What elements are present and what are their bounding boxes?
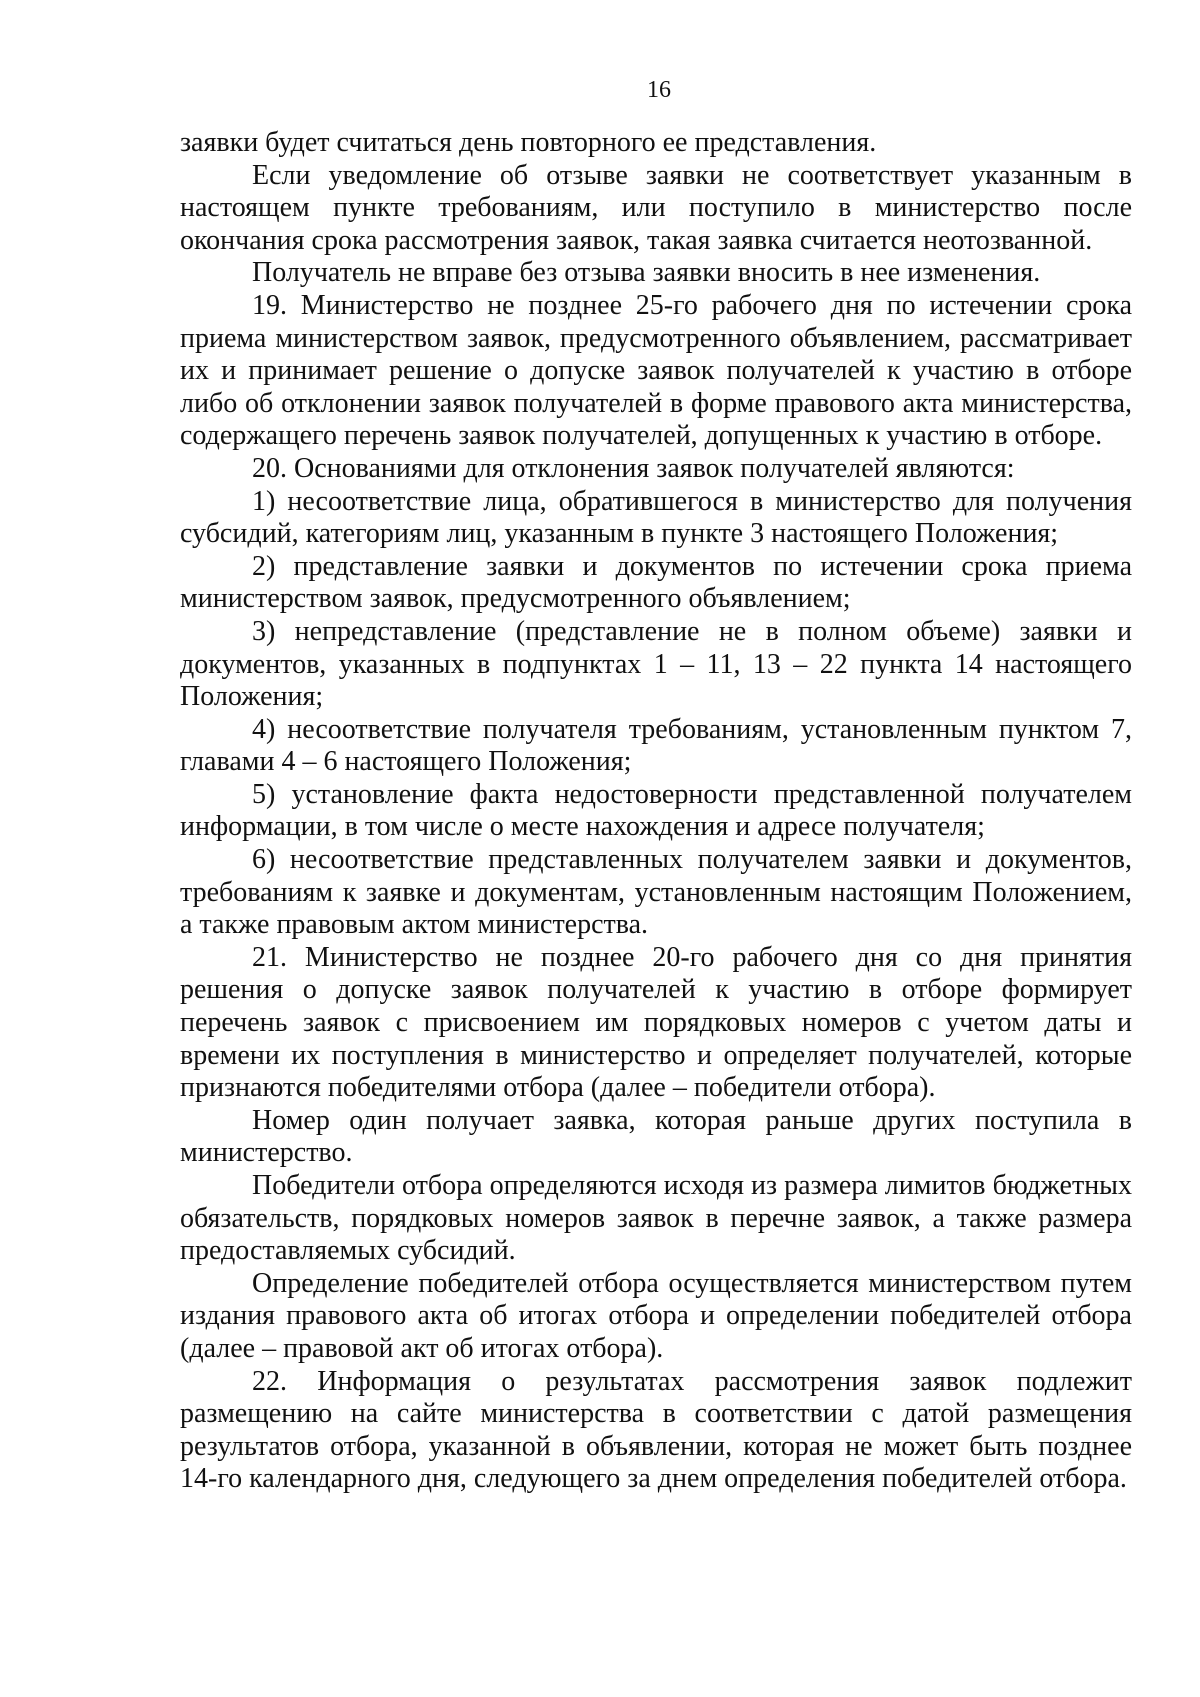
subitem-1: 1) несоответствие лица, обратившегося в министерство для получения субсидий, категориям лиц, указанным в пункте 3 настоящего Положения; (180, 485, 1132, 550)
paragraph: Номер один получает заявка, которая раньше других поступила в министерство. (180, 1104, 1132, 1169)
subitem-4: 4) несоответствие получателя требованиям, установленным пунктом 7, главами 4 – 6 настоящего Положения; (180, 713, 1132, 778)
paragraph-item-21: 21. Министерство не позднее 20-го рабочего дня со дня принятия решения о допуске заявок получателей к участию в отборе формирует перечень заявок с присвоением им порядковых номеров с учетом даты и времени их поступления в министерство и определяет получателей, которые признаются победителями отбора (далее – победители отбора). (180, 941, 1132, 1104)
paragraph: Определение победителей отбора осуществляется министерством путем издания правового акта об итогах отбора и определении победителей отбора (далее – правовой акт об итогах отбора). (180, 1267, 1132, 1364)
paragraph-item-20: 20. Основаниями для отклонения заявок получателей являются: (252, 452, 1015, 484)
page-number: 16 (647, 77, 671, 103)
subitem-2: 2) представление заявки и документов по истечении срока приема министерством заявок, предусмотренного объявлением; (180, 550, 1132, 615)
paragraph: Если уведомление об отзыве заявки не соответствует указанным в настоящем пункте требованиям, или поступило в министерство после окончания срока рассмотрения заявок, такая заявка считается неотозванной. (180, 159, 1132, 256)
paragraph: Получатель не вправе без отзыва заявки вносить в нее изменения. (252, 257, 1041, 289)
subitem-6: 6) несоответствие представленных получателем заявки и документов, требованиям к заявке и документам, установленным настоящим Положением, а также правовым актом министерства. (180, 844, 1132, 941)
paragraph-continuation: заявки будет считаться день повторного ее представления. (180, 127, 877, 158)
document-body (180, 127, 1132, 1496)
paragraph-item-19: 19. Министерство не позднее 25-го рабочего дня по истечении срока приема министерством заявок, предусмотренного объявлением, рассматривает их и принимает решение о допуске заявок получателей к участию в отборе либо об отклонении заявок получателей в форме правового акта министерства, содержащего перечень заявок получателей, допущенных к участию в отборе. (180, 289, 1132, 452)
subitem-5: 5) установление факта недостоверности представленной получателем информации, в том числе о месте нахождения и адресе получателя; (180, 778, 1132, 843)
subitem-3: 3) непредставление (представление не в полном объеме) заявки и документов, указанных в подпунктах 1 – 11, 13 – 22 пункта 14 настоящего Положения; (180, 615, 1132, 713)
paragraph-item-22: 22. Информация о результатах рассмотрения заявок подлежит размещению на сайте министерства в соответствии с датой размещения результатов отбора, указанной в объявлении, которая не может быть позднее 14-го календарного дня, следующего за днем определения победителей отбора. (180, 1365, 1132, 1495)
paragraph: Победители отбора определяются исходя из размера лимитов бюджетных обязательств, порядковых номеров заявок в перечне заявок, а также размера предоставляемых субсидий. (180, 1170, 1132, 1267)
